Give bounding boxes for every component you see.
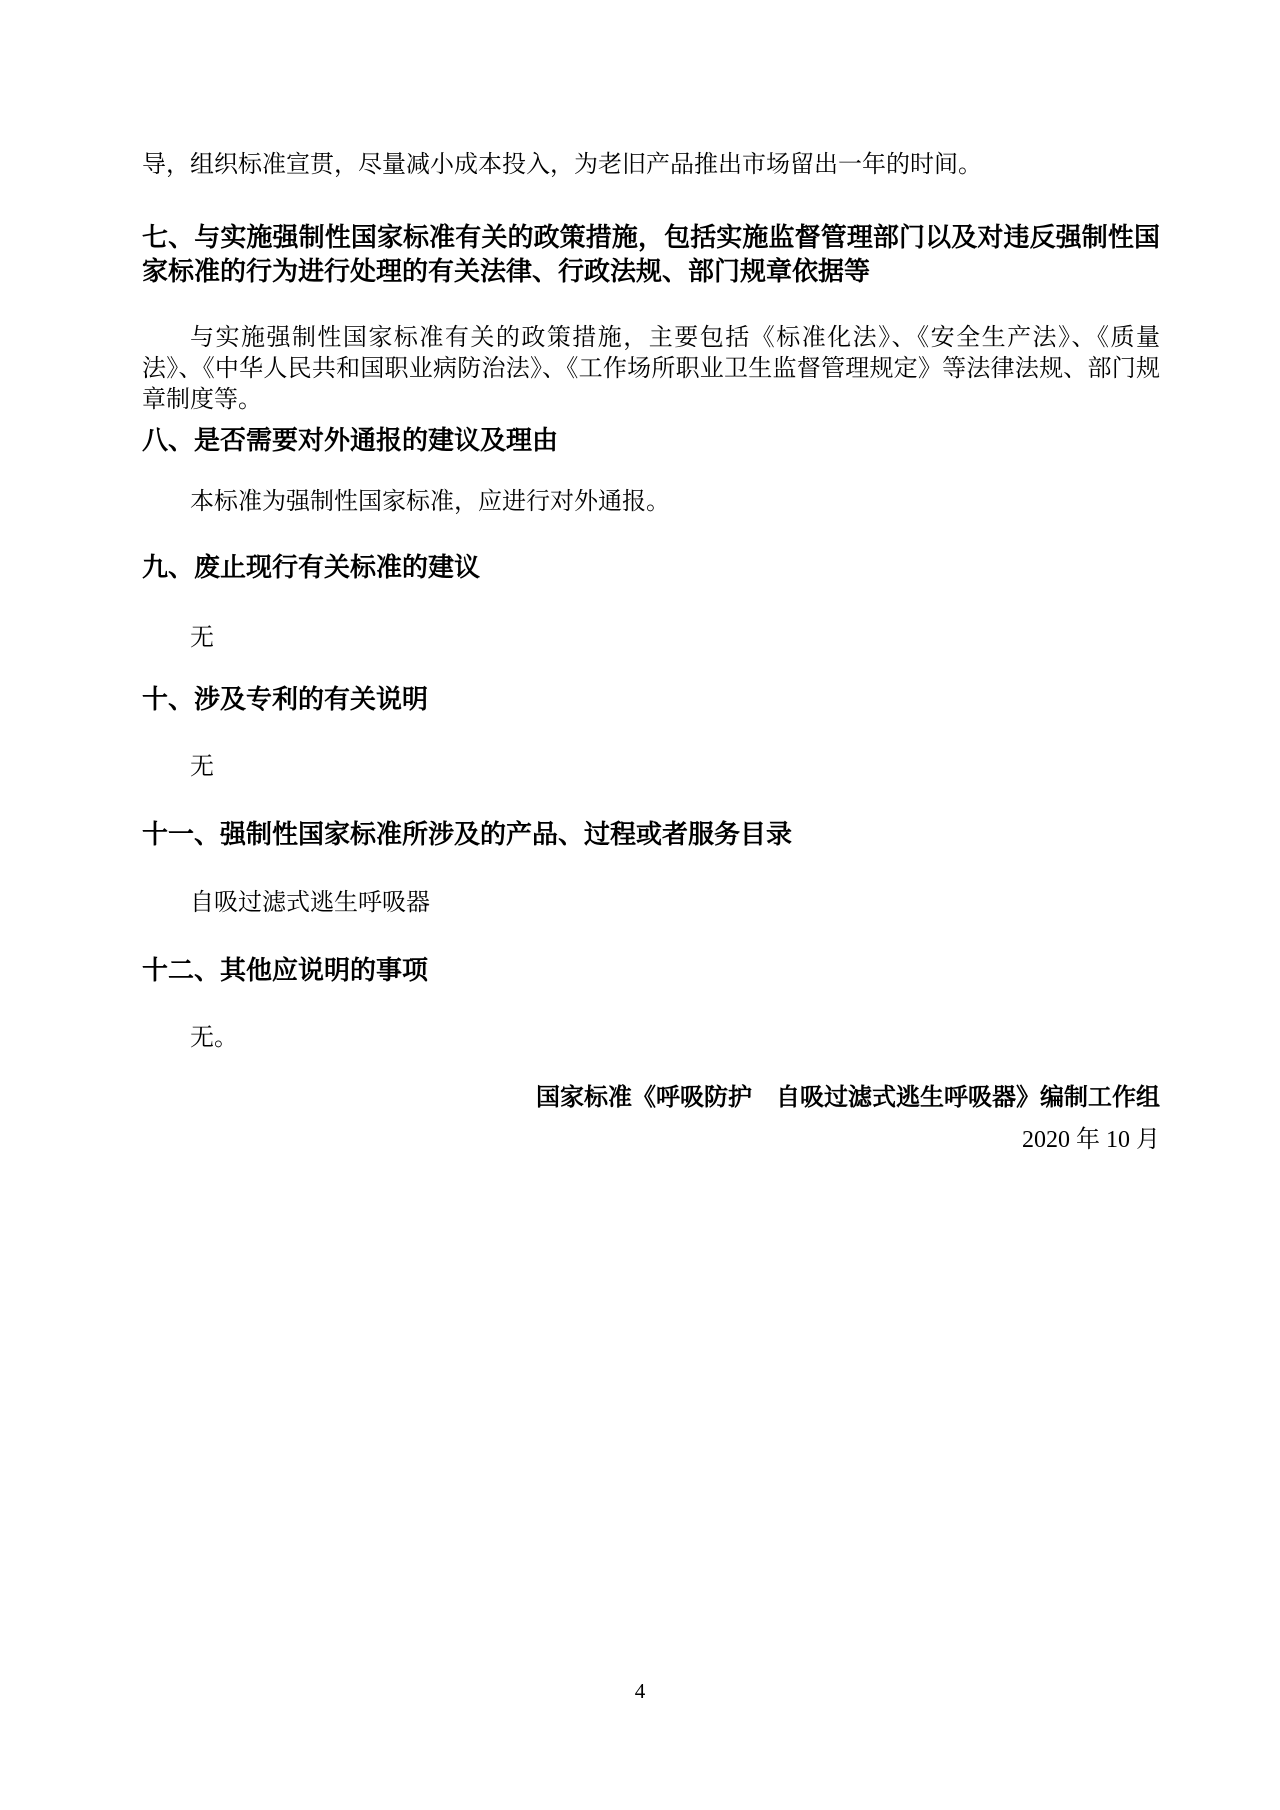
section-heading-11: 十一、强制性国家标准所涉及的产品、过程或者服务目录 [142, 819, 793, 849]
page-number: 4 [634, 1679, 646, 1703]
section-heading-8: 八、是否需要对外通报的建议及理由 [142, 425, 559, 455]
section-heading-10: 十、涉及专利的有关说明 [142, 684, 429, 714]
section-body-12: 无。 [190, 1025, 238, 1051]
section-heading-12: 十二、其他应说明的事项 [142, 955, 429, 985]
section-body-9: 无 [190, 625, 214, 651]
section-body-7: 与实施强制性国家标准有关的政策措施，主要包括《标准化法》、《安全生产法》、《质量法》、《中华人民共和国职业病防治法》、《工作场所职业卫生监督管理规定》等法律法规、部门规章制度等。 [142, 325, 1160, 413]
section-heading-7: 七、与实施强制性国家标准有关的政策措施，包括实施监督管理部门以及对违反强制性国家标准的行为进行处理的有关法律、行政法规、部门规章依据等 [142, 222, 1160, 286]
document-content [142, 0, 1160, 1810]
section-body-11: 自吸过滤式逃生呼吸器 [190, 890, 430, 916]
section-heading-9: 九、废止现行有关标准的建议 [142, 552, 481, 582]
drafting-group-signature: 国家标准《呼吸防护 自吸过滤式逃生呼吸器》编制工作组 [536, 1085, 1160, 1111]
section-body-8: 本标准为强制性国家标准，应进行对外通报。 [190, 489, 670, 515]
document-date: 2020 年 10 月 [1022, 1127, 1160, 1153]
section-body-10: 无 [190, 754, 214, 780]
continuation-paragraph: 导，组织标准宣贯，尽量减小成本投入，为老旧产品推出市场留出一年的时间。 [142, 152, 982, 178]
